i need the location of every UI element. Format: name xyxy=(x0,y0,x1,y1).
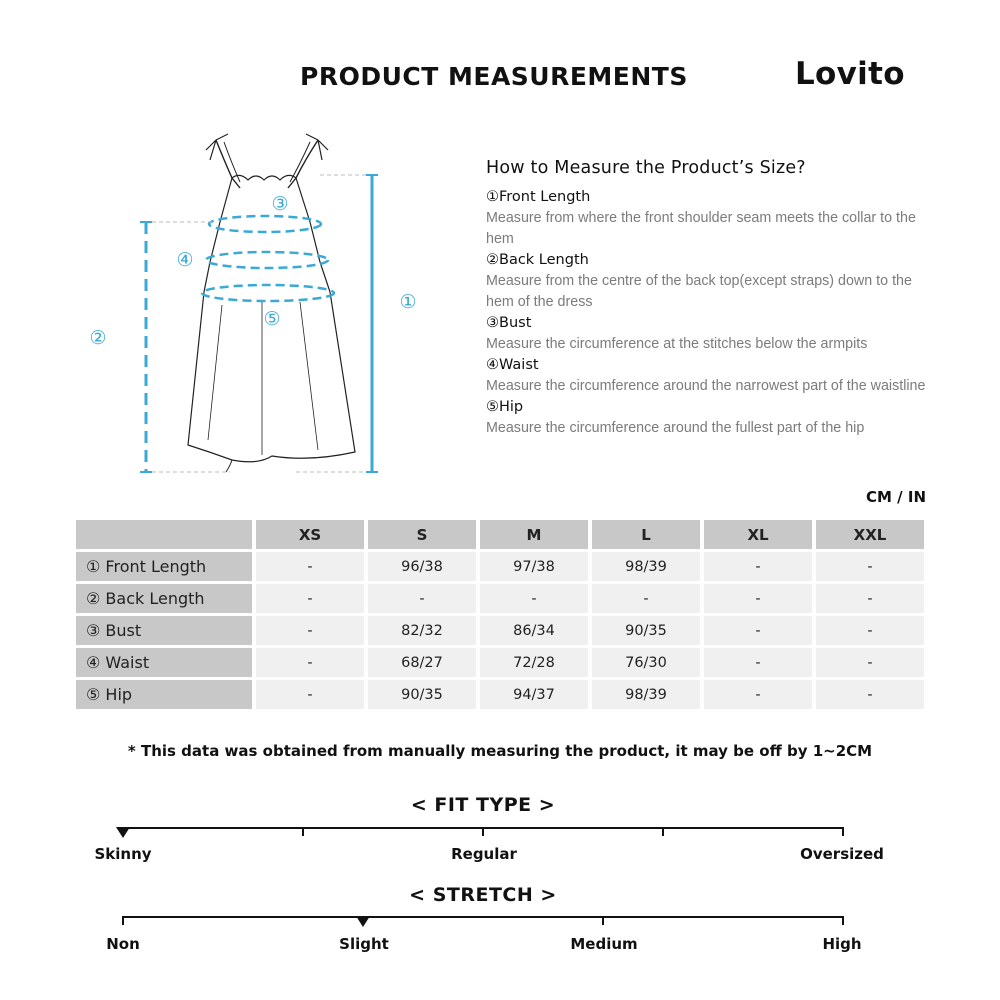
brand-logo: Lovito xyxy=(795,56,905,92)
stretch-label-non: Non xyxy=(106,935,140,953)
table-cell: 68/27 xyxy=(368,648,476,677)
table-row xyxy=(76,552,924,581)
table-cell: - xyxy=(256,552,364,581)
row-label: ② Back Length xyxy=(76,584,252,613)
table-cell: - xyxy=(816,648,924,677)
table-cell: - xyxy=(256,648,364,677)
table-corner xyxy=(76,520,252,549)
row-label: ① Front Length xyxy=(76,552,252,581)
size-header: L xyxy=(592,520,700,549)
howto-item-waist: ④Waist Measure the circumference around the narrowest part of the waistline xyxy=(486,357,926,394)
stretch-tick xyxy=(122,916,124,925)
how-to-measure xyxy=(486,158,926,439)
size-table xyxy=(72,517,928,712)
table-cell: 98/39 xyxy=(592,680,700,709)
table-row xyxy=(76,648,924,677)
table-cell: 98/39 xyxy=(592,552,700,581)
table-cell: - xyxy=(592,584,700,613)
stretch-label-medium: Medium xyxy=(570,935,638,953)
howto-item-hip: ⑤Hip Measure the circumference around the fullest part of the hip xyxy=(486,399,865,436)
table-cell: 72/28 xyxy=(480,648,588,677)
table-cell: - xyxy=(368,584,476,613)
fit-type-tick xyxy=(302,827,304,836)
stretch-label-slight: Slight xyxy=(339,935,389,953)
marker-front-length: ① xyxy=(399,291,417,313)
row-label: ③ Bust xyxy=(76,616,252,645)
fit-type-label-skinny: Skinny xyxy=(94,845,152,863)
fit-type-tick xyxy=(662,827,664,836)
table-cell: 90/35 xyxy=(592,616,700,645)
table-cell: - xyxy=(816,584,924,613)
howto-item-bust: ③Bust Measure the circumference at the stitches below the armpits xyxy=(486,315,868,352)
size-header: M xyxy=(480,520,588,549)
table-cell: 90/35 xyxy=(368,680,476,709)
table-cell: - xyxy=(704,584,812,613)
page-title: PRODUCT MEASUREMENTS xyxy=(300,62,688,91)
table-cell: - xyxy=(704,648,812,677)
table-row xyxy=(76,680,924,709)
table-cell: 76/30 xyxy=(592,648,700,677)
table-cell: - xyxy=(816,616,924,645)
howto-item-front-length: ①Front Length Measure from where the front shoulder seam meets the collar to the hem xyxy=(486,189,916,247)
units-label: CM / IN xyxy=(866,488,926,506)
size-header: XXL xyxy=(816,520,924,549)
stretch-scale-line xyxy=(122,916,844,918)
table-row xyxy=(76,616,924,645)
stretch-label-high: High xyxy=(822,935,862,953)
fit-type-tick xyxy=(842,827,844,836)
marker-back-length: ② xyxy=(89,327,107,349)
stretch-tick xyxy=(842,916,844,925)
marker-bust: ③ xyxy=(271,193,289,215)
row-label: ④ Waist xyxy=(76,648,252,677)
fit-type-title: < FIT TYPE > xyxy=(410,794,556,816)
table-cell: - xyxy=(256,680,364,709)
table-cell: - xyxy=(704,552,812,581)
size-header: XS xyxy=(256,520,364,549)
size-header-row xyxy=(76,520,924,549)
dress-diagram xyxy=(0,120,480,490)
measurement-note: * This data was obtained from manually measuring the product, it may be off by 1~2CM xyxy=(127,742,873,760)
size-header: XL xyxy=(704,520,812,549)
table-cell: - xyxy=(816,552,924,581)
row-label: ⑤ Hip xyxy=(76,680,252,709)
fit-type-tick xyxy=(482,827,484,836)
howto-item-back-length: ②Back Length Measure from the centre of the back top(except straps) down to the hem of the dress xyxy=(486,252,912,310)
fit-type-label-oversized: Oversized xyxy=(800,845,884,863)
fit-type-label-regular: Regular xyxy=(451,845,517,863)
table-cell: - xyxy=(816,680,924,709)
size-header: S xyxy=(368,520,476,549)
table-cell: - xyxy=(704,680,812,709)
table-row xyxy=(76,584,924,613)
marker-waist: ④ xyxy=(176,249,194,271)
stretch-marker-icon xyxy=(356,916,370,927)
howto-heading: How to Measure the Product’s Size? xyxy=(486,158,806,178)
fit-type-marker-icon xyxy=(116,827,130,838)
table-cell: 82/32 xyxy=(368,616,476,645)
table-cell: 96/38 xyxy=(368,552,476,581)
table-cell: 86/34 xyxy=(480,616,588,645)
marker-hip: ⑤ xyxy=(263,308,281,330)
table-cell: - xyxy=(256,616,364,645)
table-cell: - xyxy=(256,584,364,613)
stretch-title: < STRETCH > xyxy=(409,884,557,906)
table-cell: 97/38 xyxy=(480,552,588,581)
table-cell: - xyxy=(480,584,588,613)
stretch-tick xyxy=(602,916,604,925)
table-cell: 94/37 xyxy=(480,680,588,709)
table-cell: - xyxy=(704,616,812,645)
